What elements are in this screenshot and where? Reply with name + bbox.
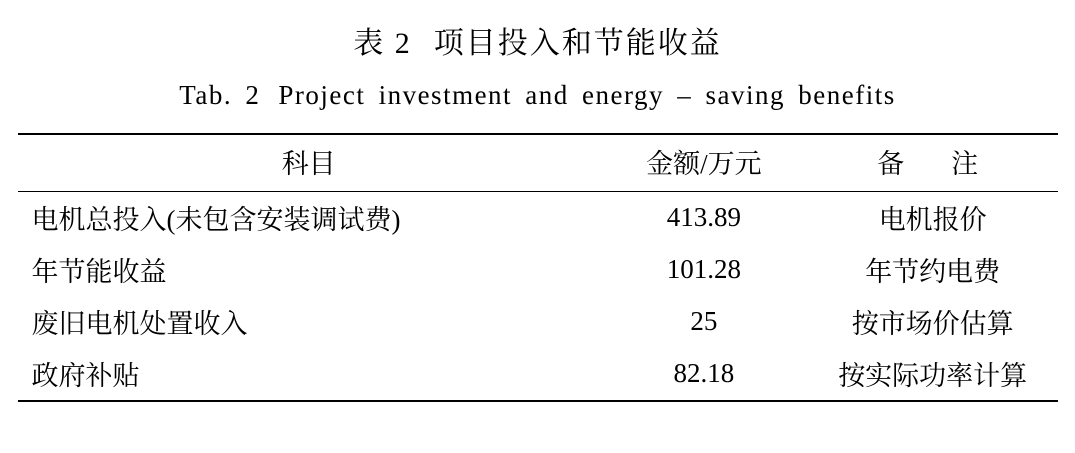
column-header-item: 科目 <box>18 134 600 192</box>
cell-item: 废旧电机处置收入 <box>31 309 248 339</box>
cell-note: 年节约电费 <box>865 257 1001 287</box>
document-page <box>0 18 1075 453</box>
table-number-english: Tab. 2 <box>179 80 261 110</box>
table-number-chinese: 表 2 <box>353 27 412 60</box>
table-title-english <box>0 80 1075 111</box>
column-header-note: 备 注 <box>808 134 1058 192</box>
table-title-chinese-text: 项目投入和节能收益 <box>433 27 722 60</box>
table-row <box>18 244 1058 296</box>
cell-amount: 413.89 <box>666 202 742 232</box>
table-row <box>18 296 1058 348</box>
table-title-chinese <box>0 18 1075 62</box>
cell-item: 政府补贴 <box>18 348 600 401</box>
cell-amount: 25 <box>690 306 718 336</box>
table-title-english-text: Project investment and energy – saving benefits <box>278 80 896 110</box>
cell-note: 电机报价 <box>878 205 987 235</box>
cell-item: 年节能收益 <box>31 257 167 287</box>
cell-note: 按市场价估算 <box>851 309 1014 339</box>
table-header-row <box>18 134 1058 192</box>
table-header <box>18 134 1058 192</box>
cell-amount: 101.28 <box>666 254 742 284</box>
table-body <box>18 192 1058 402</box>
cell-amount: 82.18 <box>600 348 808 401</box>
cell-item: 电机总投入(未包含安装调试费) <box>31 205 401 235</box>
cell-note: 按实际功率计算 <box>808 348 1058 401</box>
column-header-amount: 金额/万元 <box>600 134 808 192</box>
table-row <box>18 348 1058 401</box>
table-row <box>18 192 1058 245</box>
investment-benefits-table <box>18 133 1058 402</box>
